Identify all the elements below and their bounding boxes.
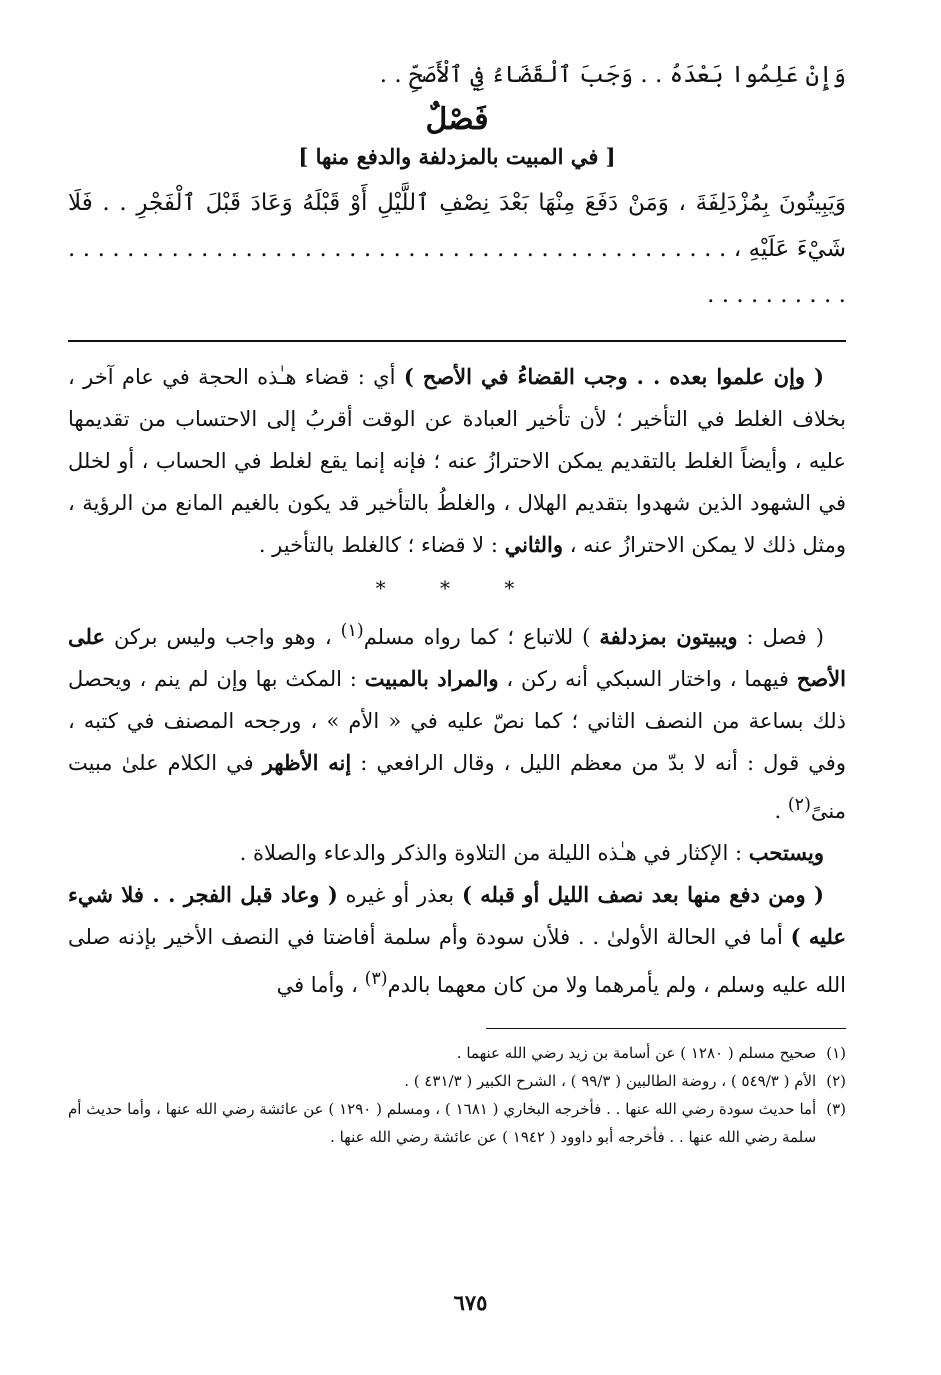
sharh-paragraph-1: [68, 356, 846, 566]
footnote-separator: [486, 1028, 846, 1029]
footnote-ref-3[interactable]: (٣): [364, 969, 388, 989]
text-run: أما في الحالة الأولىٰ . . فلأن سودة وأم سلمة أفاضتا في النصف الأخير بإذنه صلى الله عليه وسلم ، ولم يأمرهما ولا من كان معهما بالدم: [68, 925, 846, 997]
text-run: ) للاتباع ؛ كما رواه مسلم: [363, 625, 600, 649]
bold-phrase: على الأصح: [68, 624, 846, 691]
section-stars: * * *: [375, 576, 539, 600]
text-run: ( فصل :: [737, 625, 824, 649]
sharh-paragraph-2: [68, 610, 846, 832]
footnote-number: (٣): [826, 1100, 846, 1118]
fasl-heading: فَصْلٌ: [425, 102, 489, 137]
text-run: في الكلام علىٰ مبيت منىً: [68, 751, 846, 823]
footnote-number: (١): [826, 1044, 846, 1062]
bold-phrase: ( وعاد قبل الفجر . . فلا شيء عليه ): [68, 882, 846, 949]
text-run: : لا قضاء ؛ كالغلط بالتأخير .: [258, 533, 505, 557]
footnotes-section: [68, 1039, 846, 1151]
footnote-1: [68, 1039, 846, 1067]
text-run: ، وأما في: [276, 973, 365, 997]
sharh-section: [68, 356, 846, 1006]
bold-phrase: إنه الأظهر: [262, 750, 352, 775]
footnote-text: الأم ( ٥٤٩/٣ ) ، روضة الطالبين ( ٩٩/٣ ) ، الشرح الكبير ( ٤٣١/٣ ) .: [404, 1072, 817, 1090]
footnote-2: [68, 1067, 846, 1095]
page-body: [68, 52, 846, 1151]
matn-section: [68, 52, 846, 318]
bold-phrase: ( وإن علموا بعده . . وجب القضاءُ في الأصح ): [403, 364, 824, 389]
text-run: فيهما ، واختار السبكي أنه ركن ،: [498, 667, 797, 691]
footnote-ref-2[interactable]: (٢): [787, 795, 811, 815]
footnote-text: صحيح مسلم ( ١٢٨٠ ) عن أسامة بن زيد رضي الله عنهما .: [456, 1044, 817, 1062]
footnote-text: أما حديث سودة رضي الله عنها . . فأخرجه البخاري ( ١٦٨١ ) ، ومسلم ( ١٢٩٠ ) عن عائشة رضي الله عنها ، وأما حديث أم سلمة رضي الله عنها . . فأخرجه أبو داوود ( ١٩٤٢ ) عن عائشة رضي الله عنها .: [68, 1100, 817, 1146]
sharh-paragraph-4: [68, 874, 846, 1006]
footnote-ref-1[interactable]: (١): [340, 621, 364, 641]
bold-phrase: والمراد بالمبيت: [364, 666, 499, 691]
text-run: .: [774, 799, 788, 823]
bold-phrase: ويبيتون بمزدلفة: [599, 624, 738, 649]
bold-phrase: ويستحب: [748, 840, 824, 865]
matn-line-previous: وَإِنْ عَلِمُوا بَعْدَهُ . . وَجَبَ ٱلْقَضَاءُ فِي ٱلْأَصَحِّ . .: [379, 62, 846, 88]
text-run: : المكث بها وإن لم ينم ، ويحصل ذلك بساعة من النصف الثاني ؛ كما نصّ عليه في « الأم » ، ورجحه المصنف في كتبه ، وفي قول : أنه لا بدّ من معظم الليل ، وقال الرافعي :: [68, 667, 846, 775]
bold-phrase: ( ومن دفع منها بعد نصف الليل أو قبله ): [461, 882, 824, 907]
text-run: بعذر أو غيره: [337, 883, 462, 907]
matn-fasl-text: وَيَبِيتُونَ بِمُزْدَلِفَةَ ، وَمَنْ دَفَعَ مِنْهَا بَعْدَ نِصْفِ ٱللَّيْلِ أَوْ قَبْلَهُ وَعَادَ قَبْلَ ٱلْفَجْرِ . . فَلَا شَيْءَ عَلَيْهِ ، . . . . . . . . . . . . . . . . . . . . . . . . . . . . . . . . . . . . . . . . . . . . . . . . . . . . . . .: [68, 190, 846, 308]
fasl-subtitle: [ في المبيت بالمزدلفة والدفع منها ]: [298, 144, 616, 169]
footnote-number: (٢): [826, 1072, 846, 1090]
footnote-3: [68, 1095, 846, 1151]
sharh-paragraph-3: [68, 832, 846, 874]
text-run: أي : قضاء هـٰذه الحجة في عام آخر ، بخلاف الغلط في التأخير ؛ لأن تأخير العبادة عن الوقت أقربُ إلى الاحتساب من تقديمها عليه ، وأيضاً الغلط بالتقديم يمكن الاحترازُ عنه ؛ فإنه إنما يقع لغلط في الحساب ، أو لخلل في الشهود الذين شهدوا بتقديم الهلال ، والغلطُ بالتأخير قد يكون بالغيم المانع من الرؤية ، ومثل ذلك لا يمكن الاحترازُ عنه ،: [68, 365, 846, 557]
bold-phrase: والثاني: [504, 532, 564, 557]
text-run: ، وهو واجب وليس بركن: [105, 625, 341, 649]
text-run: : الإكثار في هـٰذه الليلة من التلاوة والذكر والدعاء والصلاة .: [239, 841, 749, 865]
page-number: ٦٧٥: [453, 1290, 488, 1315]
matn-separator: [68, 340, 846, 342]
